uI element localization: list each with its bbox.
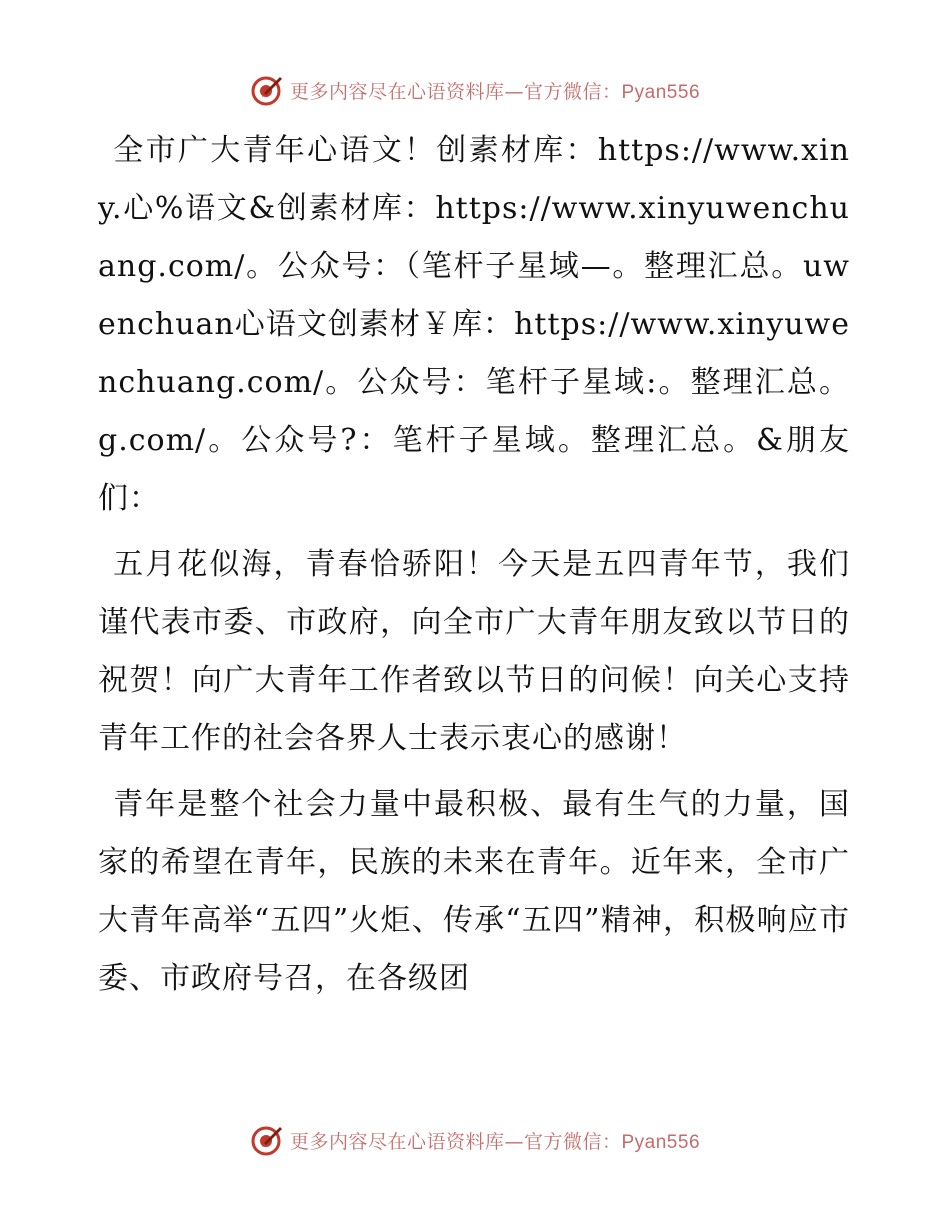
banner-wechat-id: Pyan556 [621, 1131, 701, 1153]
banner-promo-text: 更多内容尽在心语资料库—官方微信： [289, 1130, 622, 1153]
banner-promo-text: 更多内容尽在心语资料库—官方微信： [289, 80, 622, 103]
paragraph-2 [98, 536, 850, 768]
document-body [98, 122, 850, 1008]
banner-text [290, 77, 700, 104]
footer-banner [0, 1120, 950, 1160]
brush-logo-icon [250, 73, 284, 107]
paragraph-3 [98, 776, 850, 1008]
paragraph-3-text: 青年是整个社会力量中最积极、最有生气的力量，国家的希望在青年，民族的未来在青年。近年来，全市广大青年高举“五四”火炬、传承“五四”精神，积极响应市委、市政府号召，在各级团 [98, 787, 850, 996]
paragraph-1-text: 全市广大青年心语文！创素材库：https://www.xiny.心%语文&创素材库：https://www.xinyuwenchuang.com/。公众号：（笔杆子星域—。整理汇总。uwenchuan心语文创素材￥库：https://www.xinyuwenchuang.com/。公众号：笔杆子星域:。整理汇总。g.com/。公众号?：笔杆子星域。整理汇总。&朋友们： [98, 133, 850, 516]
paragraph-2-text: 五月花似海，青春恰骄阳！今天是五四青年节，我们谨代表市委、市政府，向全市广大青年朋友致以节日的祝贺！向广大青年工作者致以节日的问候！向关心支持青年工作的社会各界人士表示衷心的感谢！ [98, 547, 850, 756]
paragraph-1 [98, 122, 850, 528]
brush-logo-icon [250, 1123, 284, 1157]
header-banner [0, 70, 950, 110]
banner-text [290, 1127, 700, 1154]
banner-wechat-id: Pyan556 [621, 81, 701, 103]
